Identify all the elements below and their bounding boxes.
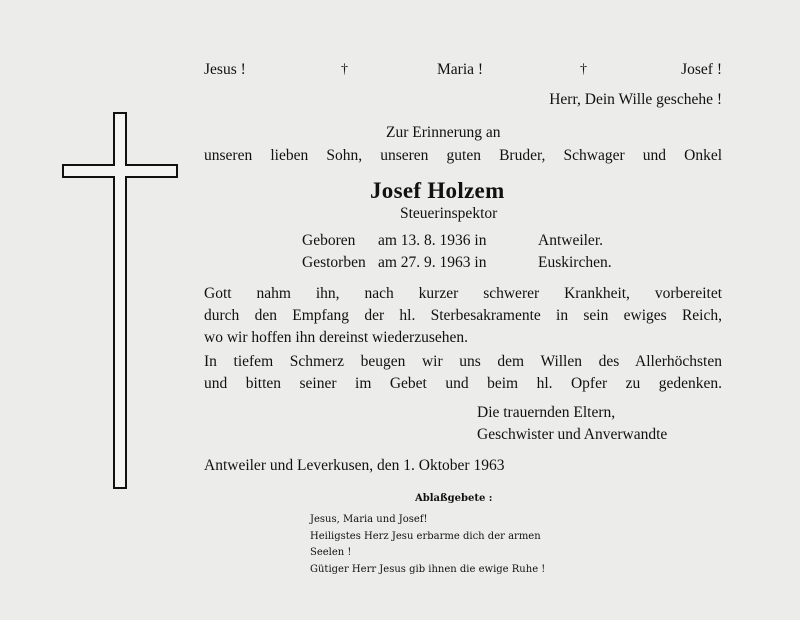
place-date: Antweiler und Leverkusen, den 1. Oktober 1963 — [204, 457, 505, 474]
deceased-name: Josef Holzem — [370, 178, 505, 203]
dagger-left: † — [341, 62, 348, 77]
died-place: Euskirchen. — [538, 254, 612, 271]
born-line — [302, 231, 603, 251]
died-line — [302, 253, 612, 273]
para1-line-3: wo wir hoffen ihn dereinst wiederzusehen. — [204, 329, 468, 346]
intro-line-2: unseren lieben Sohn, unseren guten Bruder, Schwager und Onkel — [204, 147, 722, 164]
cross-icon — [60, 112, 180, 492]
indulgence-line-3: Seelen ! — [310, 547, 352, 558]
indulgence-line-1: Jesus, Maria und Josef! — [310, 514, 428, 525]
born-date: am 13. 8. 1936 in — [378, 232, 487, 249]
intro-line-1: Zur Erinnerung an — [386, 124, 501, 141]
died-label: Gestorben — [302, 254, 366, 271]
born-label: Geboren — [302, 232, 356, 249]
invocation-jesus: Jesus ! — [204, 61, 246, 78]
indulgence-line-4: Gütiger Herr Jesus gib ihnen die ewige Ruhe ! — [310, 564, 546, 575]
para2-line-2: und bitten seiner im Gebet und beim hl. Opfer zu gedenken. — [204, 375, 722, 392]
para1-line-2: durch den Empfang der hl. Sterbesakramente in sein ewiges Reich, — [204, 307, 722, 324]
profession: Steuerinspektor — [400, 205, 498, 222]
born-place: Antweiler. — [538, 232, 603, 249]
motto: Herr, Dein Wille geschehe ! — [549, 91, 722, 108]
para2-line-1: In tiefem Schmerz beugen wir uns dem Willen des Allerhöchsten — [204, 353, 722, 370]
indulgence-line-2: Heiligstes Herz Jesu erbarme dich der armen — [310, 531, 541, 542]
signature-line-1: Die trauernden Eltern, — [477, 404, 616, 421]
indulgence-heading: Ablaßgebete : — [415, 493, 493, 504]
invocation-maria: Maria ! — [437, 61, 484, 78]
dagger-right: † — [580, 62, 587, 77]
para1-line-1: Gott nahm ihn, nach kurzer schwerer Krankheit, vorbereitet — [204, 285, 722, 302]
invocation-josef: Josef ! — [681, 61, 722, 78]
died-date: am 27. 9. 1963 in — [378, 254, 487, 271]
signature-line-2: Geschwister und Anverwandte — [477, 426, 668, 443]
